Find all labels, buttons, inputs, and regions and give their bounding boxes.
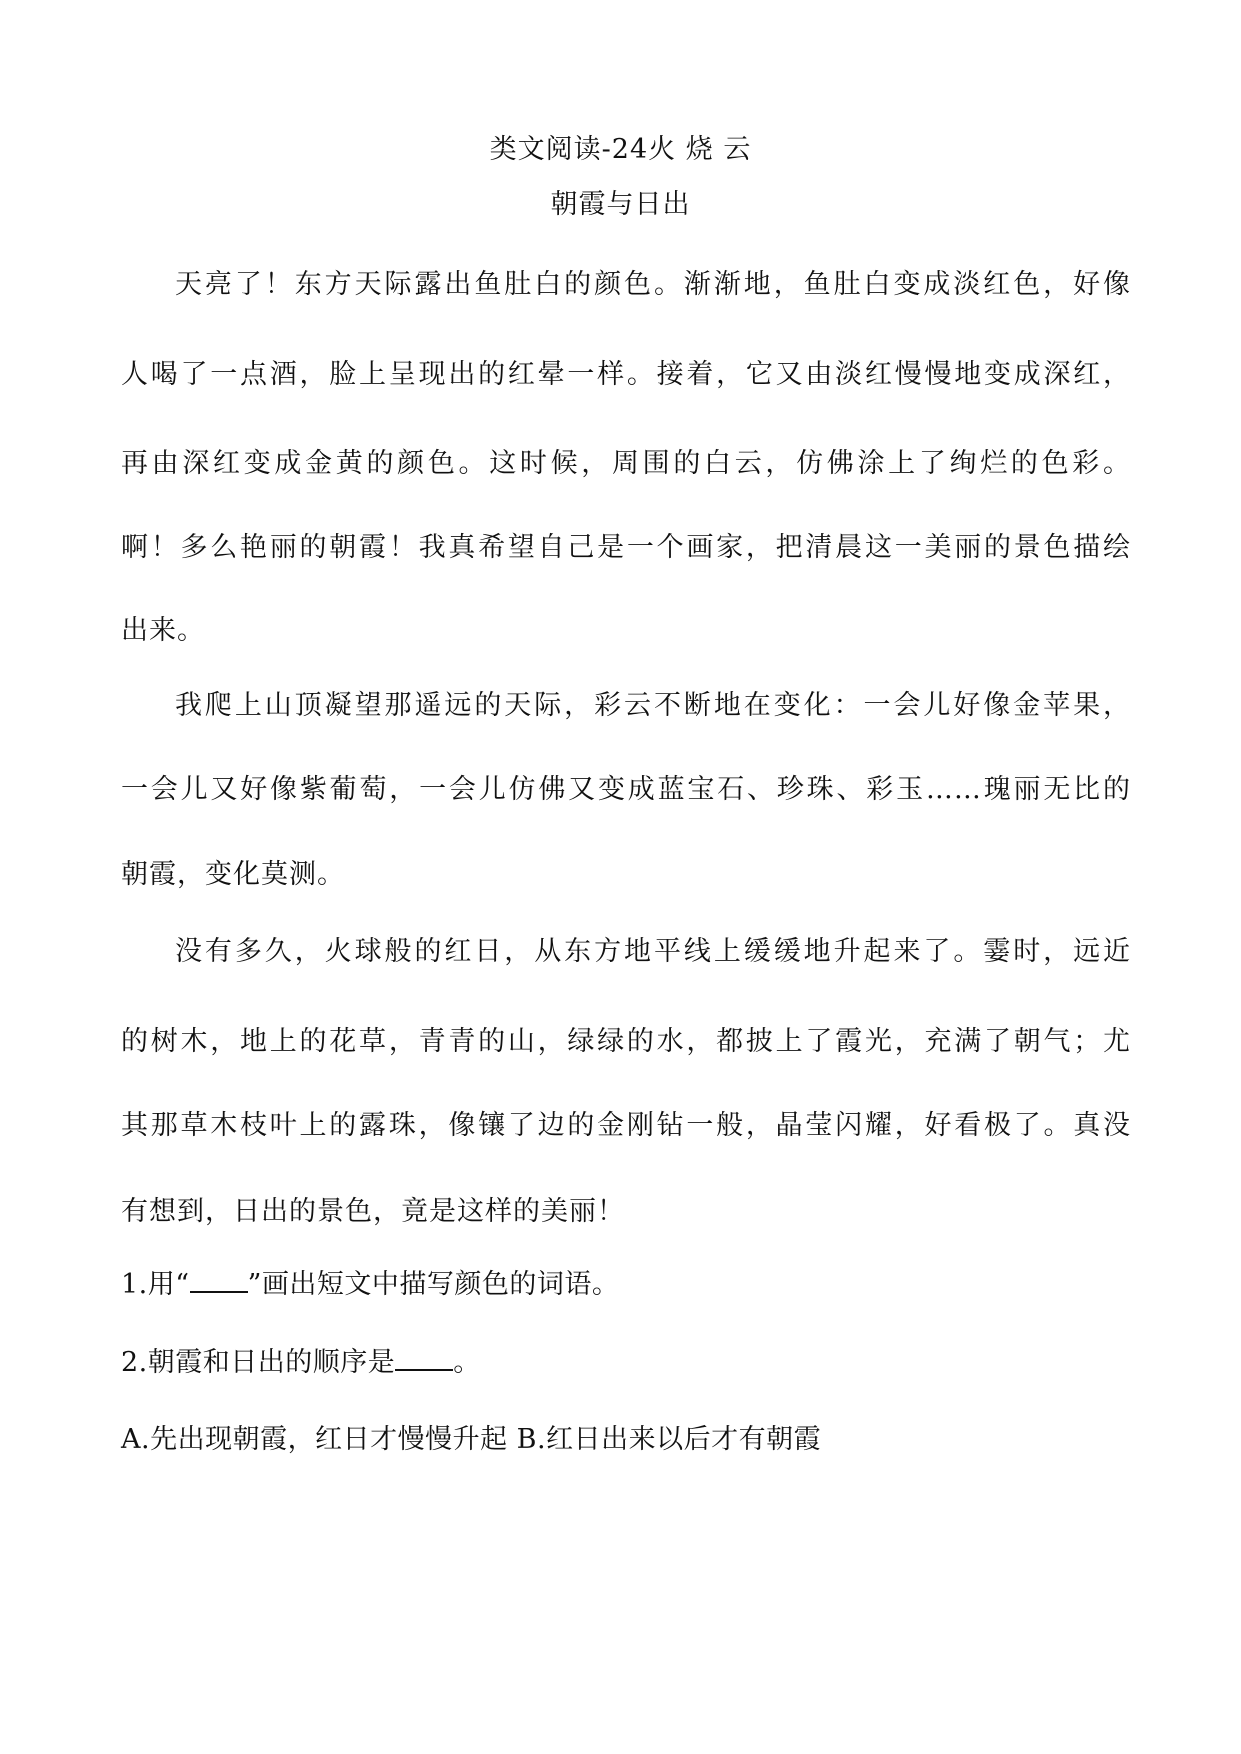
question-1-suffix: ”画出短文中描写颜色的词语。 xyxy=(247,1269,620,1300)
paragraph-1-line-5: 出来。 xyxy=(121,615,205,646)
paragraph-2-line-2: 一会儿又好像紫葡萄，一会儿仿佛又变成蓝宝石、珍珠、彩玉……瑰丽无比的 xyxy=(121,774,1131,805)
passage-title: 朝霞与日出 xyxy=(550,189,691,220)
document-title: 类文阅读-24火 烧 云 xyxy=(489,134,752,165)
paragraph-3-line-4: 有想到，日出的景色，竟是这样的美丽！ xyxy=(121,1196,625,1227)
paragraph-3-line-1: 没有多久，火球般的红日，从东方地平线上缓缓地升起来了。霎时，远近 xyxy=(175,936,1131,967)
paragraph-1-line-4: 啊！多么艳丽的朝霞！我真希望自己是一个画家，把清晨这一美丽的景色描绘 xyxy=(121,532,1131,563)
question-1-prefix: 1.用“ xyxy=(121,1269,190,1300)
paragraph-2-line-3: 朝霞，变化莫测。 xyxy=(121,859,345,890)
paragraph-1-line-3: 再由深红变成金黄的颜色。这时候，周围的白云，仿佛涂上了绚烂的色彩。 xyxy=(121,448,1131,479)
question-1-blank[interactable] xyxy=(190,1287,248,1293)
question-2 xyxy=(121,1343,1131,1383)
question-2-suffix: 。 xyxy=(453,1347,481,1378)
paragraph-3-line-3: 其那草木枝叶上的露珠，像镶了边的金刚钻一般，晶莹闪耀，好看极了。真没 xyxy=(121,1110,1131,1141)
question-1 xyxy=(121,1265,1131,1305)
question-2-blank[interactable] xyxy=(395,1365,453,1371)
paragraph-1-line-2: 人喝了一点酒，脸上呈现出的红晕一样。接着，它又由淡红慢慢地变成深红， xyxy=(121,359,1131,390)
question-2-options: A.先出现朝霞，红日才慢慢升起 B.红日出来以后才有朝霞 xyxy=(121,1424,822,1455)
question-2-prefix: 2.朝霞和日出的顺序是 xyxy=(121,1347,396,1378)
paragraph-2-line-1: 我爬上山顶凝望那遥远的天际，彩云不断地在变化：一会儿好像金苹果， xyxy=(175,690,1131,721)
paragraph-1-line-1: 天亮了！东方天际露出鱼肚白的颜色。渐渐地，鱼肚白变成淡红色，好像 xyxy=(175,269,1131,300)
paragraph-3-line-2: 的树木，地上的花草，青青的山，绿绿的水，都披上了霞光，充满了朝气；尤 xyxy=(121,1026,1131,1057)
